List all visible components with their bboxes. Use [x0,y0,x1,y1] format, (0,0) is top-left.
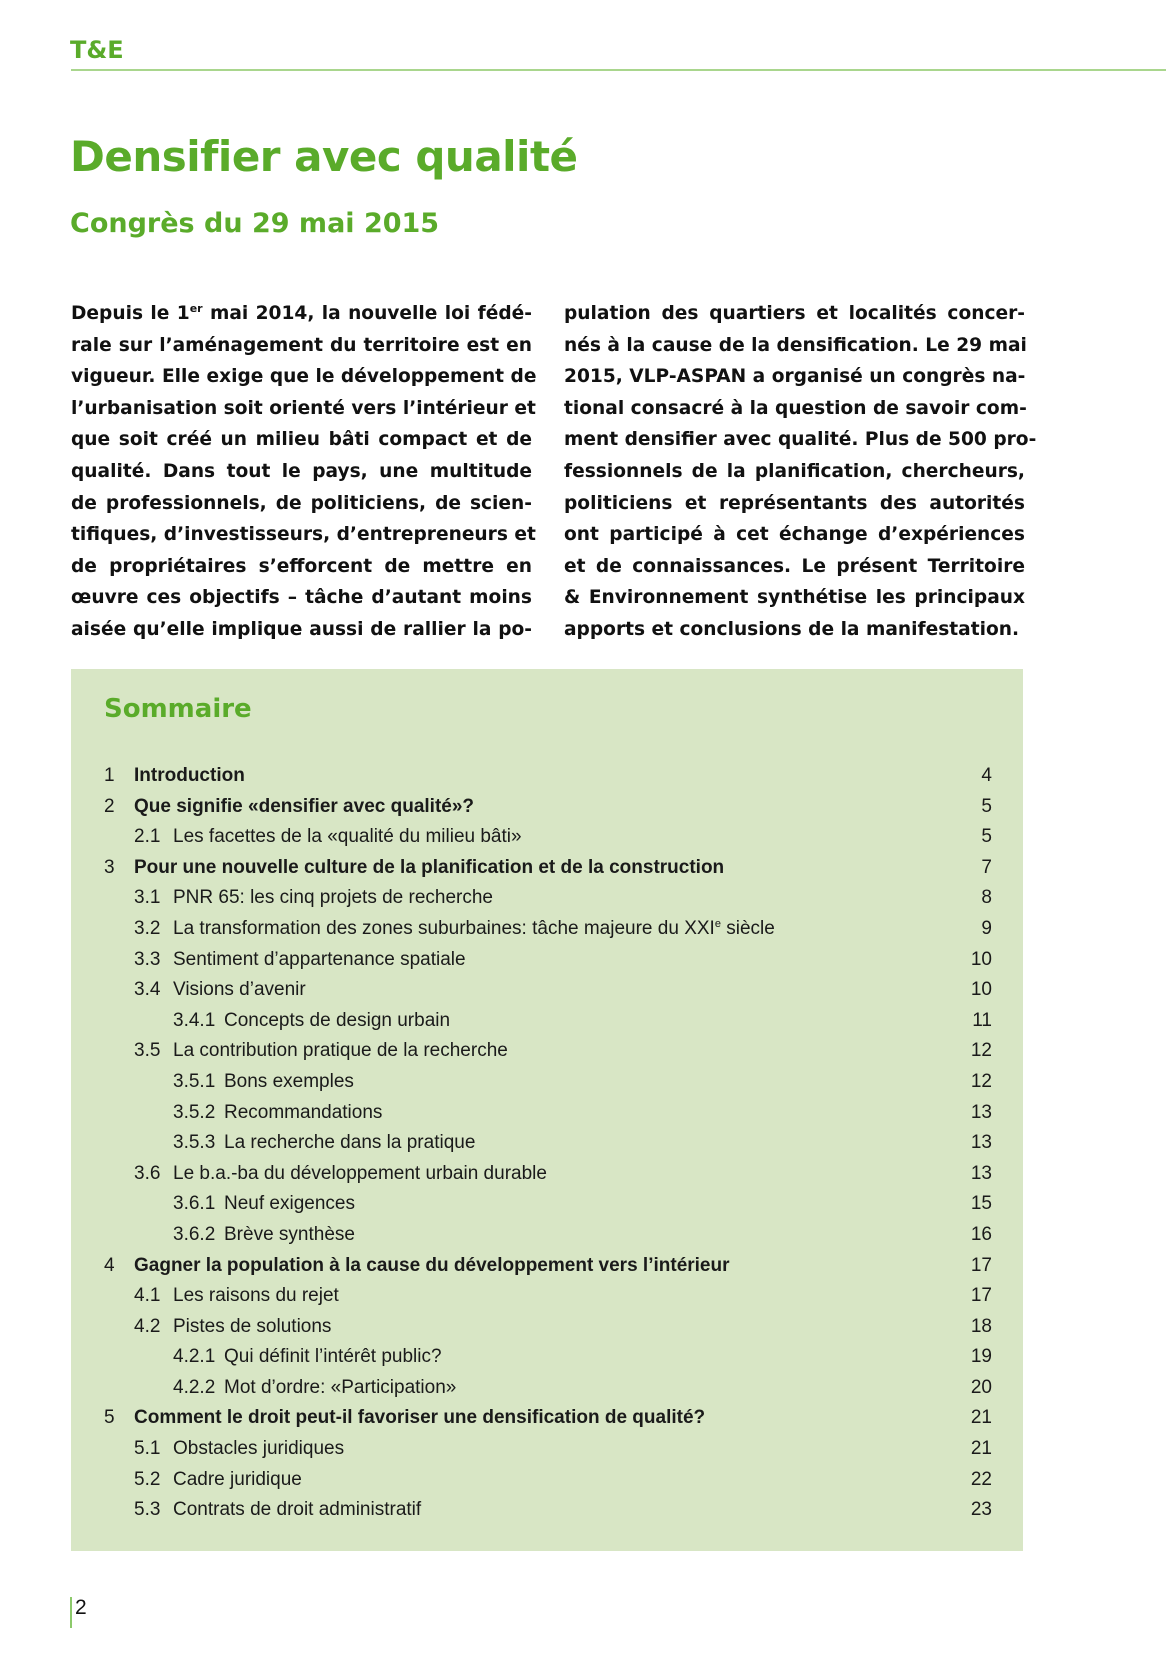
intro-line: ont participé à cet échange d’expériences [564,524,1025,546]
toc-entry[interactable] [104,1006,992,1037]
intro-line: aisée qu’elle implique aussi de rallier la po- [71,618,532,640]
intro-line: qualité. Dans tout le pays, une multitude [71,460,532,482]
toc-entry-number: 5.3 [134,1499,161,1521]
header-label: T&E [70,36,124,64]
toc-entry[interactable] [104,1465,992,1496]
toc-entry[interactable] [104,853,992,884]
toc-entry[interactable] [104,1312,992,1343]
toc-entry-label: Les raisons du rejet [173,1285,339,1307]
intro-line: vigueur. Elle exige que le développement de [71,366,537,388]
toc-entry-label: Brève synthèse [224,1223,355,1245]
toc-entry[interactable] [104,1159,992,1190]
intro-line: & Environnement synthétise les principaux [564,587,1025,609]
toc-entry[interactable] [104,975,992,1006]
toc-entry-label: Le b.a.-ba du développement urbain durable [173,1162,547,1184]
toc-entry-label: Introduction [134,765,245,786]
toc-entry-label: PNR 65: les cinq projets de recherche [173,887,493,909]
toc-entry[interactable] [104,1098,992,1129]
toc-entry-number: 3.6.1 [173,1193,216,1215]
page-subtitle: Congrès du 29 mai 2015 [70,208,440,239]
toc-entry-page: 5 [981,826,992,848]
toc-entry[interactable] [104,945,992,976]
toc-entry[interactable] [104,1281,992,1312]
toc-entry-number: 1 [104,765,115,786]
toc-entry-number: 3.5.3 [173,1132,216,1154]
intro-line: œuvre ces objectifs – tâche d’autant moins [71,587,532,609]
toc-entry-page: 10 [970,948,992,970]
toc-entry-number: 2 [104,795,115,817]
toc-entry-page: 17 [970,1285,992,1307]
toc-entry[interactable] [104,822,992,853]
toc-entry-label: Sentiment d’appartenance spatiale [173,948,466,970]
toc-entry-label: Pistes de solutions [173,1315,332,1337]
intro-line: l’urbanisation soit orienté vers l’intérieur et [71,397,536,419]
toc-entry-page: 10 [970,979,992,1001]
intro-line: de propriétaires s’efforcent de mettre en [71,555,532,577]
toc-entry-page: 7 [981,856,992,878]
toc-entry-page: 19 [970,1346,992,1368]
toc-entry-label: Neuf exigences [224,1193,355,1215]
toc-entry[interactable] [104,883,992,914]
toc-entry-number: 4 [104,1254,115,1276]
toc-entry-number: 3 [104,856,115,878]
toc-entry-label: Comment le droit peut-il favoriser une densification de qualité? [134,1407,706,1429]
intro-line: de professionnels, de politiciens, de scien- [71,492,532,514]
toc-entry-label: Visions d’avenir [173,979,306,1001]
toc-entry-label: La transformation des zones suburbaines: tâche majeure du XXIe siècle [173,917,775,939]
toc-entry-label: La contribution pratique de la recherche [173,1040,508,1062]
toc-entry-label: Les facettes de la «qualité du milieu bâti» [173,826,522,848]
toc-entry-label: Bons exemples [224,1070,354,1092]
toc-entry-page: 21 [970,1438,992,1460]
toc-entry-label: Pour une nouvelle culture de la planification et de la construction [134,856,725,878]
table-of-contents [71,669,1023,1551]
toc-entry-number: 3.4.1 [173,1009,216,1031]
toc-title: Sommaire [104,694,252,724]
intro-line: tifiques, d’investisseurs, d’entrepreneurs et [71,524,536,546]
toc-entry-page: 11 [972,1009,992,1031]
toc-entry-number: 3.6 [134,1162,161,1184]
toc-entry-number: 4.2 [134,1315,161,1337]
intro-line: fessionnels de la planification, chercheurs, [564,460,1025,482]
toc-entry[interactable] [104,1434,992,1465]
toc-entry-page: 16 [970,1223,992,1245]
toc-entry-page: 13 [970,1132,992,1154]
toc-entry[interactable] [104,1403,992,1434]
toc-entry[interactable] [104,792,992,823]
intro-line: politiciens et représentants des autorités [564,492,1025,514]
toc-entry-number: 4.2.1 [173,1346,216,1368]
intro-line: que soit créé un milieu bâti compact et de [71,429,532,451]
toc-entry-number: 3.5 [134,1040,161,1062]
toc-entry-page: 17 [970,1254,992,1276]
toc-entry[interactable] [104,1036,992,1067]
toc-entry[interactable] [104,1251,992,1282]
toc-entry[interactable] [104,914,992,945]
toc-entry[interactable] [104,761,992,792]
toc-entry-number: 3.5.1 [173,1070,216,1092]
toc-entry-page: 21 [970,1407,992,1429]
toc-entry-page: 5 [981,795,992,817]
toc-entry-label: Qui définit l’intérêt public? [224,1346,442,1368]
toc-entry-label: Contrats de droit administratif [173,1499,422,1521]
toc-entry-number: 3.5.2 [173,1101,216,1123]
toc-entry-label: La recherche dans la pratique [224,1132,476,1154]
footer-bar [70,1597,72,1628]
toc-entry[interactable] [104,1342,992,1373]
page-number: 2 [75,1596,87,1619]
toc-entry-page: 18 [970,1315,992,1337]
toc-entry-number: 5.1 [134,1438,161,1460]
toc-entry-label: Cadre juridique [173,1468,302,1490]
toc-entry-page: 15 [970,1193,992,1215]
toc-entry[interactable] [104,1373,992,1404]
toc-entry-number: 4.1 [134,1285,161,1307]
toc-entry-page: 13 [970,1101,992,1123]
toc-entry-number: 5.2 [134,1468,161,1490]
page-title: Densifier avec qualité [70,132,578,181]
toc-entry-page: 12 [970,1040,992,1062]
toc-entry-label: Obstacles juridiques [173,1438,345,1460]
toc-entry-number: 2.1 [134,826,161,848]
intro-line: et de connaissances. Le présent Territoire [564,555,1025,577]
header-rule [71,69,1166,71]
intro-line: tional consacré à la question de savoir com- [564,397,1027,419]
toc-entry-label: Gagner la population à la cause du développement vers l’intérieur [134,1254,730,1276]
toc-entry-page: 13 [970,1162,992,1184]
toc-entry-number: 3.4 [134,979,161,1001]
toc-entry-page: 12 [970,1070,992,1092]
toc-entry-number: 4.2.2 [173,1376,216,1398]
intro-line: Depuis le 1er mai 2014, la nouvelle loi fédé- [71,302,532,324]
toc-entry[interactable] [104,1220,992,1251]
intro-column-2 [564,298,1037,646]
toc-entry-page: 4 [981,765,992,786]
intro-line: pulation des quartiers et localités concer- [564,303,1025,324]
toc-entry-page: 20 [970,1376,992,1398]
toc-entry-number: 3.6.2 [173,1223,216,1245]
toc-entry[interactable] [104,1067,992,1098]
toc-entry[interactable] [104,1495,992,1526]
toc-entry-label: Recommandations [224,1101,383,1123]
toc-entry-page: 9 [981,917,992,939]
toc-entry-label: Que signifie «densifier avec qualité»? [134,795,475,817]
intro-line: ment densifier avec qualité. Plus de 500 pro- [564,429,1037,451]
intro-line: apports et conclusions de la manifestation. [564,618,1020,640]
intro-line: 2015, VLP-ASPAN a organisé un congrès na- [564,366,1026,388]
toc-entry-number: 5 [104,1407,115,1429]
intro-line: rale sur l’aménagement du territoire est en [71,334,532,356]
intro-column-1 [71,298,537,646]
intro-line: nés à la cause de la densification. Le 29 mai [564,334,1027,356]
toc-entry-page: 8 [981,887,992,909]
toc-entry-page: 23 [970,1499,992,1521]
toc-entry[interactable] [104,1128,992,1159]
toc-entry-label: Mot d’ordre: «Participation» [224,1376,457,1398]
toc-entry-page: 22 [970,1468,992,1490]
toc-entry-label: Concepts de design urbain [224,1009,451,1031]
toc-entry[interactable] [104,1189,992,1220]
toc-entry-number: 3.3 [134,948,161,970]
toc-list [104,761,992,1526]
toc-entry-number: 3.2 [134,917,161,939]
toc-entry-number: 3.1 [134,887,161,909]
